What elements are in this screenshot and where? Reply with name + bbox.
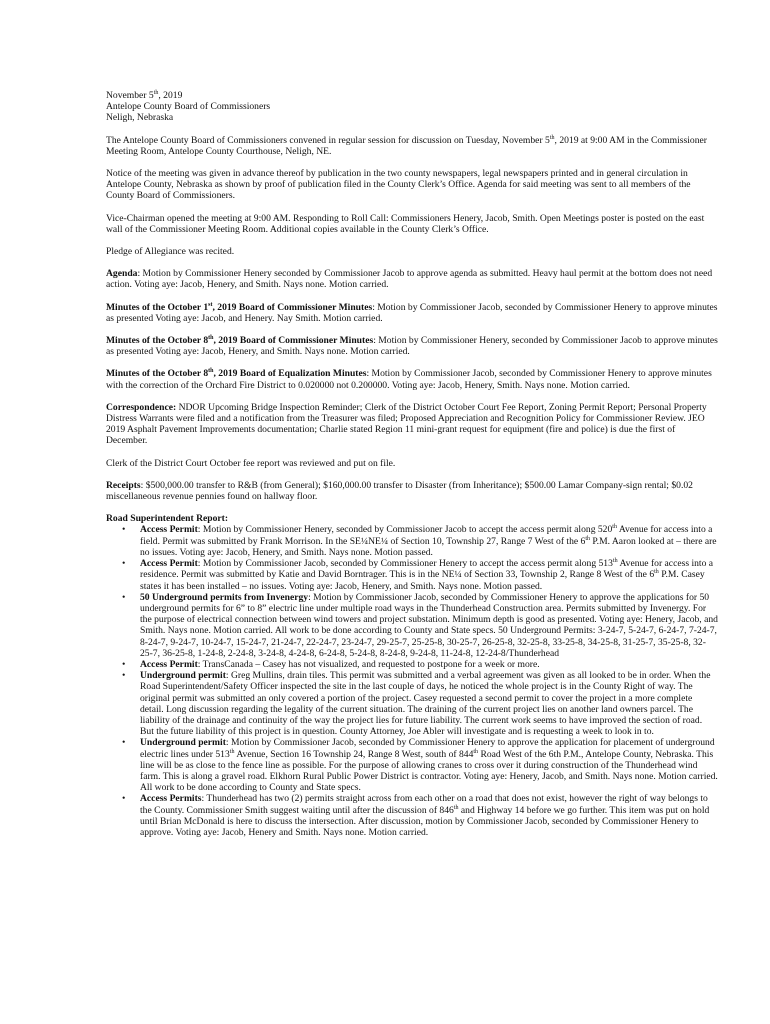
document-header [106, 90, 718, 124]
item-label: 50 Underground permits from Invenergy [140, 591, 309, 603]
label-text: Minutes of the October 1 [106, 301, 209, 313]
item-label: Access Permit [140, 658, 198, 670]
item-text: : Motion by Commissioner Jacob, seconded by Commissioner Henery to accept the access permit along 513 [197, 558, 613, 570]
bullet-icon: • [122, 737, 126, 749]
minutes-oct1-label [106, 302, 372, 313]
item-suffix: th [585, 535, 591, 542]
item-label: Underground permit [140, 670, 226, 682]
label-text: Minutes of the October 8 [106, 335, 209, 347]
item-suffix: th [612, 557, 618, 564]
item-suffix: th [654, 569, 659, 576]
list-item [122, 557, 718, 592]
bullet-icon: • [122, 524, 126, 536]
road-report-title: Road Superintendent Report: [106, 513, 229, 525]
correspondence-paragraph [106, 402, 718, 447]
label-text: Minutes of the October 8 [106, 368, 209, 380]
road-report-list [106, 524, 718, 838]
item-text: : Greg Mullins, drain tiles. This permit was submitted and a verbal agreement was given as all looked to be in order. When the Road Superintendent/Safety Officer inspected the site in the last couple of days, he noticed the whole project is in the County Right of way. The original permit was submitted an only covered a portion of the project. Casey requested a second permit to cover the project in a more complete detail. Long discussion regarding the legality of the current situation. The draining of the current project lies on another land owners parcel. The liability of the drainage and continuity of the way the project lies for future liability. The current work seems to have improved the section of road. But the future liability of this project is in question. County Attorney, Joe Abler will investigate and is requesting a week to look in to. [140, 670, 711, 738]
item-text: : Motion by Commissioner Henery, seconded by Commissioner Jacob to accept the access permit along 520 [197, 524, 613, 536]
minutes-oct1-text: : Motion by Commissioner Jacob, seconded by Commissioner Henery to approve minutes as presented Voting aye: Jacob, and Henery. Nay Smith. Motion carried. [106, 301, 718, 324]
intro-paragraph [106, 135, 718, 157]
item-label: Access Permits [140, 793, 202, 805]
receipts-label: Receipts [106, 479, 141, 491]
board-name: Antelope County Board of Commissioners [106, 101, 271, 113]
item-suffix: th [473, 748, 479, 755]
item-text: and Highway 14 before we go further. This item was put on hold until Brian McDonald is here to discuss the intersection. After discussion, motion by Commissioner Jacob, seconded by Commissioner Henery to approve. Voting aye: Jacob, Henery and Smith. Nays none. Motion carried. [140, 804, 710, 838]
item-text: : Motion by Commissioner Jacob, seconded by Commissioner Henery to approve the applications for 50 underground permits for 6” to 8” electric line under multiple road ways in the Thunderhead Construction area. Permits submitted by Invenergy. For the purpose of electrical connection between wind towers and project substation. Minimum depth is good as presented. Voting aye: Henery, Jacob, and Smith. Nays none. Motion carried. All work to be done according to County and State specs. 50 Underground Permits: 3-24-7, 5-24-7, 6-24-7, 7-24-7, 8-24-7, 9-24-7, 10-24-7, 15-24-7, 21-24-7, 22-24-7, 23-24-7, 29-25-7, 25-25-8, 30-25-7, 26-25-8, 32-25-8, 33-25-8, 34-25-8, 31-25-7, 35-25-8, 32-25-7, 36-25-8, 1-24-8, 2-24-8, 3-24-8, 4-24-8, 6-24-8, 5-24-8, 8-24-8, 9-24-8, 11-24-8, 12-24-8/Thunderhead [140, 591, 718, 659]
bullet-icon: • [122, 793, 126, 805]
minutes-equalization-text: : Motion by Commissioner Jacob, seconded by Commissioner Henery to approve minutes with the correction of the Orchard Fire District to 0.020000 not 0.200000. Voting aye: Jacob, Henery, Smith. Nays none. Motion carried. [106, 368, 712, 391]
date-text: November 5 [106, 90, 154, 101]
item-text: : Thunderhead has two (2) permits straight across from each other on a road that does not exist, however the right of way belongs to the County. Commissioner Smith suggest waiting until after the discussion of 846 [140, 793, 708, 816]
minutes-oct8-text: : Motion by Commissioner Henery, seconded by Commissioner Jacob to approve minutes as presented Voting aye: Jacob, Henery, and Smith. Nays none. Motion carried. [106, 335, 718, 358]
roll-call-paragraph: Vice-Chairman opened the meeting at 9:00 AM. Responding to Roll Call: Commissioners Henery, Jacob, Smith. Open Meetings poster is posted on the east wall of the Commissioner Meeting Room. Additional copies available in the County Clerk’s Office. [106, 212, 705, 235]
label-suffix: th [208, 368, 214, 375]
intro-text-end: , 2019 at 9:00 AM in the Commissioner Meeting Room, Antelope County Courthouse, Neligh, NE. [106, 134, 707, 157]
meeting-date [106, 90, 718, 101]
list-item [122, 524, 718, 558]
clerk-report-paragraph: Clerk of the District Court October fee report was reviewed and put on file. [106, 457, 396, 469]
minutes-equalization-label [106, 368, 366, 379]
item-text: : Motion by Commissioner Jacob, seconded by Commissioner Henery to approve the application for placement of underground electric lines under 513 [140, 737, 715, 760]
label-suffix: st [208, 301, 213, 308]
correspondence-text: NDOR Upcoming Bridge Inspection Reminder; Clerk of the District October Court Fee Report, Zoning Permit Report; Personal Property Distress Warrants were filed and a notification from the Treasurer was filed; Proposed Appreciation and Recognition Policy for Commissioner Review. JEO 2019 Asphalt Pavement Improvements documentation; Charlie stated Region 11 mini-grant request for equipment (fire and police) is due the first of December. [106, 401, 707, 447]
item-text: Road West of the 6th P.M., Antelope County, Nebraska. This line will be as close to the fence line as possible. For the purpose of allowing cranes to cross over it during construction of the Thunderhead wind farm. This is along a gravel road. Elkhorn Rural Public Power District is contractor. Voting aye: Henery, Jacob, and Smith. Nays none. Motion carried. All work to be done according to County and State specs. [140, 748, 718, 794]
item-suffix: th [453, 804, 459, 811]
date-year: , 2019 [158, 90, 183, 101]
bullet-icon: • [122, 558, 126, 570]
minutes-equalization-paragraph [106, 368, 718, 390]
bullet-icon: • [122, 658, 126, 670]
bullet-icon: • [122, 670, 126, 682]
item-text: Avenue, Section 16 Township 24, Range 8 West, south of 844 [234, 748, 474, 760]
notice-paragraph: Notice of the meeting was given in advance thereof by publication in the two county newspapers, legal newspapers printed and in general circulation in Antelope County, Nebraska as shown by proof of publication filed in the County Clerk’s Office. Agenda for said meeting was sent to all members of the County Board of Commissioners. [106, 168, 691, 202]
date-suffix: th [153, 89, 159, 96]
list-item [122, 737, 718, 794]
list-item [122, 670, 718, 738]
agenda-text: : Motion by Commissioner Henery seconded by Commissioner Jacob to approve agenda as submitted. Heavy haul permit at the bottom does not need action. Voting aye: Jacob, Henery, and Smith. Nays none. Motion carried. [106, 268, 713, 291]
list-item [122, 793, 718, 838]
item-label: Access Permit [140, 558, 198, 570]
minutes-oct8-paragraph [106, 335, 718, 357]
list-item [122, 658, 718, 670]
item-suffix: th [612, 524, 617, 531]
board-location: Neligh, Nebraska [106, 112, 174, 124]
bullet-icon: • [122, 591, 126, 603]
intro-text: The Antelope County Board of Commissioners convened in regular session for discussion on Tuesday, November 5 [106, 134, 550, 146]
intro-suffix: th [549, 134, 555, 141]
item-label: Access Permit [140, 524, 198, 536]
item-label: Underground permit [140, 737, 226, 749]
agenda-label: Agenda [106, 268, 138, 280]
label-text-end: , 2019 Board of Commissioner Minutes [212, 301, 373, 313]
receipts-paragraph [106, 480, 718, 502]
list-item [122, 591, 718, 659]
label-text-end: , 2019 Board of Equalization Minutes [213, 368, 367, 380]
label-suffix: th [208, 334, 214, 341]
item-suffix: th [229, 748, 235, 755]
item-text: P.M. Aaron looked at – there are no issues. Voting aye: Jacob, Henery, and Smith. Nays none. Motion passed. [140, 535, 717, 558]
minutes-oct8-label [106, 335, 373, 346]
agenda-paragraph [106, 268, 718, 290]
minutes-oct1-paragraph [106, 302, 718, 324]
correspondence-label: Correspondence: [106, 401, 177, 413]
item-text: Avenue for access into a residence. Permit was submitted by Katie and David Borntrager. This is in the NE¼ of Section 33, Township 2, Range 8 West of the 6 [140, 558, 714, 581]
item-text: : TransCanada – Casey has not visualized, and requested to postpone for a week or more. [197, 658, 540, 670]
item-text: P.M. Casey states it has been installed – no issues. Voting aye: Jacob, Henery, and Smith. Nays none. Motion passed. [140, 569, 705, 592]
pledge-paragraph: Pledge of Allegiance was recited. [106, 246, 235, 258]
receipts-text: : $500,000.00 transfer to R&B (from General); $160,000.00 transfer to Disaster (from Inheritance); $500.00 Lamar Company-sign rental; $0.02 miscellaneous revenue pennies found on hallway floor. [106, 479, 693, 503]
item-text: Avenue for access into a field. Permit was submitted by Frank Morrison. In the SE¼NE¼ of Section 10, Township 27, Range 7 West of the 6 [140, 524, 713, 547]
label-text-end: , 2019 Board of Commissioner Minutes [213, 335, 374, 347]
